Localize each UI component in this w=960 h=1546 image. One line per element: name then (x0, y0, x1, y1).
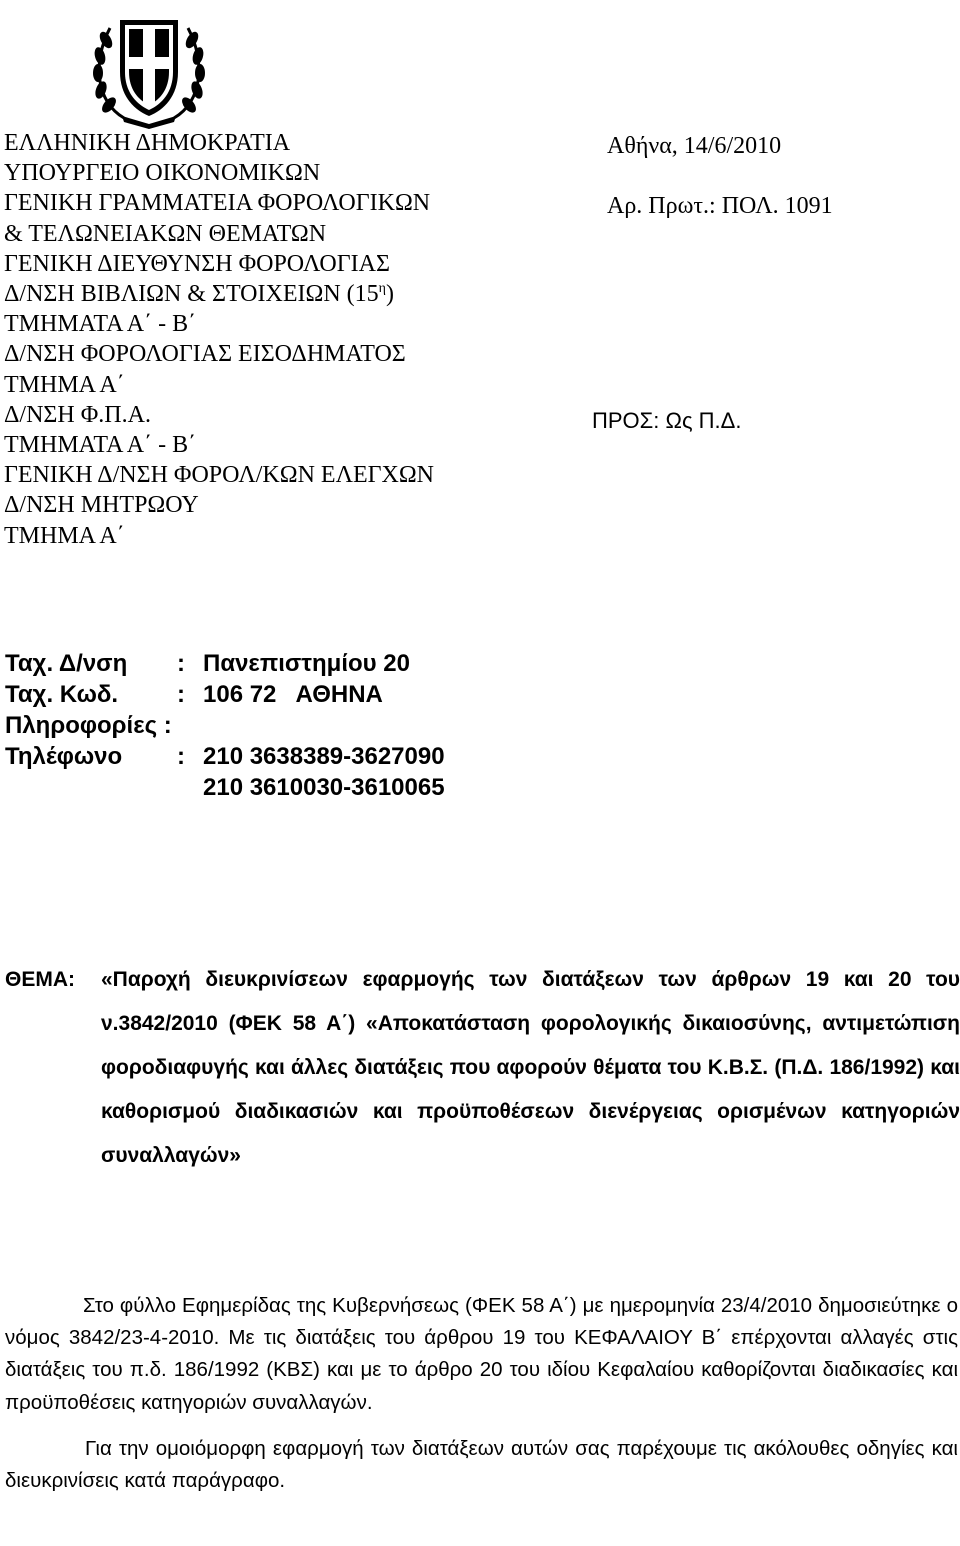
colon: : (177, 743, 185, 770)
authority-line: ΕΛΛΗΝΙΚΗ ΔΗΜΟΚΡΑΤΙΑ (4, 130, 291, 156)
authority-line-text: Δ/ΝΣΗ ΒΙΒΛΙΩΝ & ΣΤΟΙΧΕΙΩΝ (15 (4, 281, 379, 308)
postcode-label: Ταχ. Κωδ. (5, 681, 119, 708)
issuing-authority (4, 128, 604, 551)
phone-row-2 (5, 772, 445, 803)
body-paragraph: Στο φύλλο Εφημερίδας της Κυβερνήσεως (ΦΕΚ 58 Α΄) με ημερομηνία 23/4/2010 δημοσιεύτηκε ο νόμος 3842/23-4-2010. Με τις διατάξεις του άρθρου 19 του ΚΕΦΑΛΑΙΟΥ Β΄ επέρχονται αλλαγές στις διατάξεις του π.δ. 186/1992 (ΚΒΣ) και με το άρθρο 20 του ιδίου Κεφαλαίου καθορίζονται διαδικασίες και προϋποθέσεις κατηγοριών συναλλαγών. (5, 1294, 958, 1414)
address-row (5, 648, 445, 679)
info-row (5, 710, 445, 741)
colon: : (177, 681, 185, 708)
body-paragraph: Για την ομοιόμορφη εφαρμογή των διατάξεων αυτών σας παρέχουμε τις ακόλουθες οδηγίες και διευκρινίσεις κατά παράγραφο. (5, 1436, 958, 1493)
authority-line: Δ/ΝΣΗ ΜΗΤΡΩΟΥ (4, 492, 199, 519)
document-date: Αθήνα, 14/6/2010 (607, 133, 782, 159)
address-label: Ταχ. Δ/νση (5, 650, 128, 677)
subject-block (5, 958, 960, 1178)
recipient: ΠΡΟΣ: Ως Π.Δ. (592, 408, 742, 433)
authority-line-books (4, 279, 604, 309)
phone-value-2: 210 3610030-3610065 (203, 774, 445, 801)
closing-parenthesis: ) (385, 281, 394, 308)
authority-line: ΓΕΝΙΚΗ ΔΙΕΥΘΥΝΣΗ ΦΟΡΟΛΟΓΙΑΣ (4, 250, 390, 277)
colon: : (177, 650, 185, 677)
authority-line: ΓΕΝΙΚΗ ΓΡΑΜΜΑΤΕΙΑ ΦΟΡΟΛΟΓΙΚΩΝ (4, 190, 431, 217)
authority-line: Δ/ΝΣΗ ΦΟΡΟΛΟΓΙΑΣ ΕΙΣΟΔΗΜΑΤΟΣ (4, 341, 406, 368)
contact-details (5, 648, 445, 803)
phone-value: 210 3638389-3627090 (203, 743, 445, 770)
postcode-row (5, 679, 445, 710)
document-body (5, 1290, 958, 1497)
phone-row (5, 741, 445, 772)
authority-line: ΤΜΗΜΑ Α΄ (4, 522, 125, 549)
subject-text: «Παροχή διευκρινίσεων εφαρμογής των διατάξεων των άρθρων 19 και 20 του ν.3842/2010 (ΦΕΚ 58 Α΄) «Αποκατάσταση φορολογικής δικαιοσύνης, αντιμετώπιση φοροδιαφυγής και άλλες διατάξεις που αφορούν θέματα του Κ.Β.Σ. (Π.Δ. 186/1992) και καθορισμού διαδικασιών και προϋποθέσεων διενέργειας ορισμένων κατηγοριών συναλλαγών» (101, 968, 960, 1167)
document-meta (607, 131, 957, 221)
info-label: Πληροφορίες : (5, 712, 172, 739)
authority-line: Δ/ΝΣΗ Φ.Π.Α. (4, 401, 151, 428)
protocol-number: Αρ. Πρωτ.: ΠΟΛ. 1091 (607, 193, 833, 220)
authority-line: ΤΜΗΜΑ Α΄ (4, 371, 125, 398)
authority-line: ΤΜΗΜΑΤΑ Α΄ - Β΄ (4, 311, 197, 338)
coat-of-arms-icon (84, 10, 214, 130)
phone-label: Τηλέφωνο (5, 743, 123, 770)
authority-line: & ΤΕΛΩΝΕΙΑΚΩΝ ΘΕΜΑΤΩΝ (4, 220, 327, 247)
subject-label: ΘΕΜΑ: (5, 968, 75, 991)
authority-line: ΤΜΗΜΑΤΑ Α΄ - Β΄ (4, 432, 197, 459)
authority-line: ΓΕΝΙΚΗ Δ/ΝΣΗ ΦΟΡΟΛ/ΚΩΝ ΕΛΕΓΧΩΝ (4, 462, 435, 489)
postcode-value: 106 72 ΑΘΗΝΑ (203, 681, 383, 708)
address-value: Πανεπιστημίου 20 (203, 650, 410, 677)
ordinal-superscript: η (378, 281, 386, 297)
coat-of-arms-emblem (84, 10, 214, 130)
authority-line: ΥΠΟΥΡΓΕΙΟ ΟΙΚΟΝΟΜΙΚΩΝ (4, 160, 321, 187)
